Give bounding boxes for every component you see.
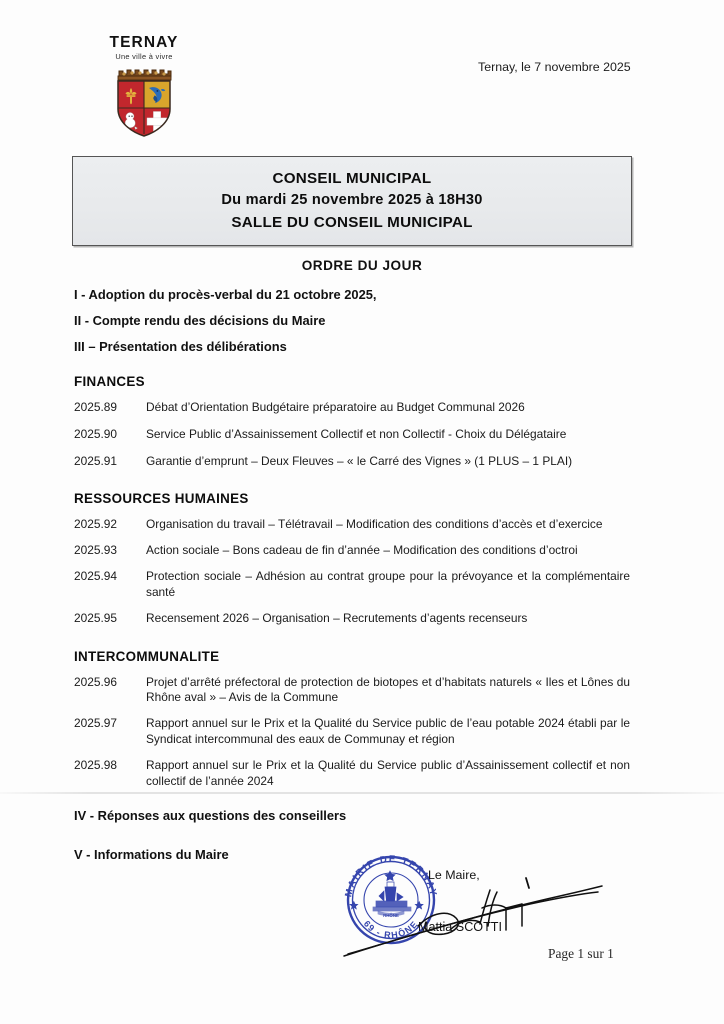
section-intercommunalite (74, 649, 632, 790)
meeting-datetime: Du mardi 25 novembre 2025 à 18H30 (221, 192, 483, 209)
agenda-roman-list (74, 288, 634, 366)
agenda-item-iv: IV - Réponses aux questions des conseillers (74, 808, 347, 823)
svg-text:MAIRIE DE TERNAY: MAIRIE DE TERNAY (343, 853, 439, 899)
entry-reference: 2025.95 (74, 610, 117, 625)
table-row (74, 400, 632, 416)
document-header (0, 30, 724, 150)
section-title-ressources-humaines: RESSOURCES HUMAINES (74, 491, 249, 507)
agenda-item-i: I - Adoption du procès-verbal du 21 octobre 2025, (74, 287, 377, 302)
entry-description: Garantie d’emprunt – Deux Fleuves – « le Carré des Vignes » (1 PLUS – 1 PLAI) (146, 453, 573, 468)
section-title-intercommunalite: INTERCOMMUNALITE (74, 648, 220, 664)
entry-description: Rapport annuel sur le Prix et la Qualité du Service public d’Assainissement collectif et non collectif de l’année 2024 (146, 757, 630, 788)
divider (0, 792, 724, 794)
entry-description: Action sociale – Bons cadeau de fin d’année – Modification des conditions d’octroi (146, 543, 578, 558)
table-row (74, 611, 632, 627)
table-row (74, 716, 632, 748)
table-row (74, 543, 632, 559)
deliberation-sections (74, 374, 632, 806)
section-finances (74, 374, 632, 469)
logo-tagline: Une ville à vivre (115, 51, 173, 61)
meeting-title-box (72, 156, 632, 246)
table-row (74, 517, 632, 533)
entry-reference: 2025.94 (74, 569, 117, 584)
svg-text:RHÔNE: RHÔNE (383, 913, 399, 918)
section-ressources-humaines (74, 491, 632, 626)
page-number: Page 1 sur 1 (548, 946, 614, 961)
table-row (74, 454, 632, 470)
coat-of-arms-icon (113, 64, 175, 138)
entry-description: Protection sociale – Adhésion au contrat groupe pour la prévoyance et la complémentaire santé (146, 569, 630, 599)
signature-role-label: Le Maire, (428, 868, 480, 882)
entry-description: Projet d’arrêté préfectoral de protection de biotopes et d’habitats naturels « Iles et Lônes du Rhône aval » – Avis de la Commune (146, 674, 630, 705)
table-row (74, 675, 632, 707)
entry-reference: 2025.90 (74, 426, 117, 441)
meeting-title: CONSEIL MUNICIPAL (272, 170, 432, 188)
entry-reference: 2025.98 (74, 757, 117, 772)
entry-reference: 2025.97 (74, 716, 117, 731)
logo-wordmark: TERNAY (109, 34, 179, 51)
ternay-logo (86, 35, 202, 138)
agenda-heading: ORDRE DU JOUR (301, 258, 423, 273)
signature-name: Mattia SCOTTI (418, 920, 502, 934)
table-row (74, 758, 632, 790)
document-date: Ternay, le 7 novembre 2025 (478, 60, 631, 74)
table-row (74, 427, 632, 443)
svg-text:69 - RHÔNE: 69 - RHÔNE (361, 918, 421, 941)
agenda-item-v: V - Informations du Maire (74, 847, 229, 862)
table-row (74, 569, 632, 601)
entry-description: Débat d’Orientation Budgétaire préparatoire au Budget Communal 2026 (146, 400, 525, 414)
entry-description: Rapport annuel sur le Prix et la Qualité du Service public de l’eau potable 2024 établi par le Syndicat intercommunal des eaux de Communay et région (146, 716, 630, 747)
agenda-item-ii: II - Compte rendu des décisions du Maire (74, 313, 326, 329)
entry-reference: 2025.92 (74, 517, 117, 532)
entry-reference: 2025.96 (74, 674, 117, 689)
entry-reference: 2025.89 (74, 400, 117, 414)
agenda-item-iii: III – Présentation des délibérations (74, 339, 287, 355)
entry-description: Organisation du travail – Télétravail – Modification des conditions d’accès et d’exercice (146, 517, 603, 532)
section-title-finances: FINANCES (74, 374, 145, 389)
entry-reference: 2025.93 (74, 543, 117, 558)
mairie-stamp-icon (335, 844, 447, 956)
entry-reference: 2025.91 (74, 453, 117, 468)
entry-description: Service Public d’Assainissement Collectif et non Collectif - Choix du Délégataire (146, 426, 567, 441)
meeting-location: SALLE DU CONSEIL MUNICIPAL (231, 213, 473, 231)
entry-description: Recensement 2026 – Organisation – Recrutements d’agents recenseurs (146, 610, 528, 625)
